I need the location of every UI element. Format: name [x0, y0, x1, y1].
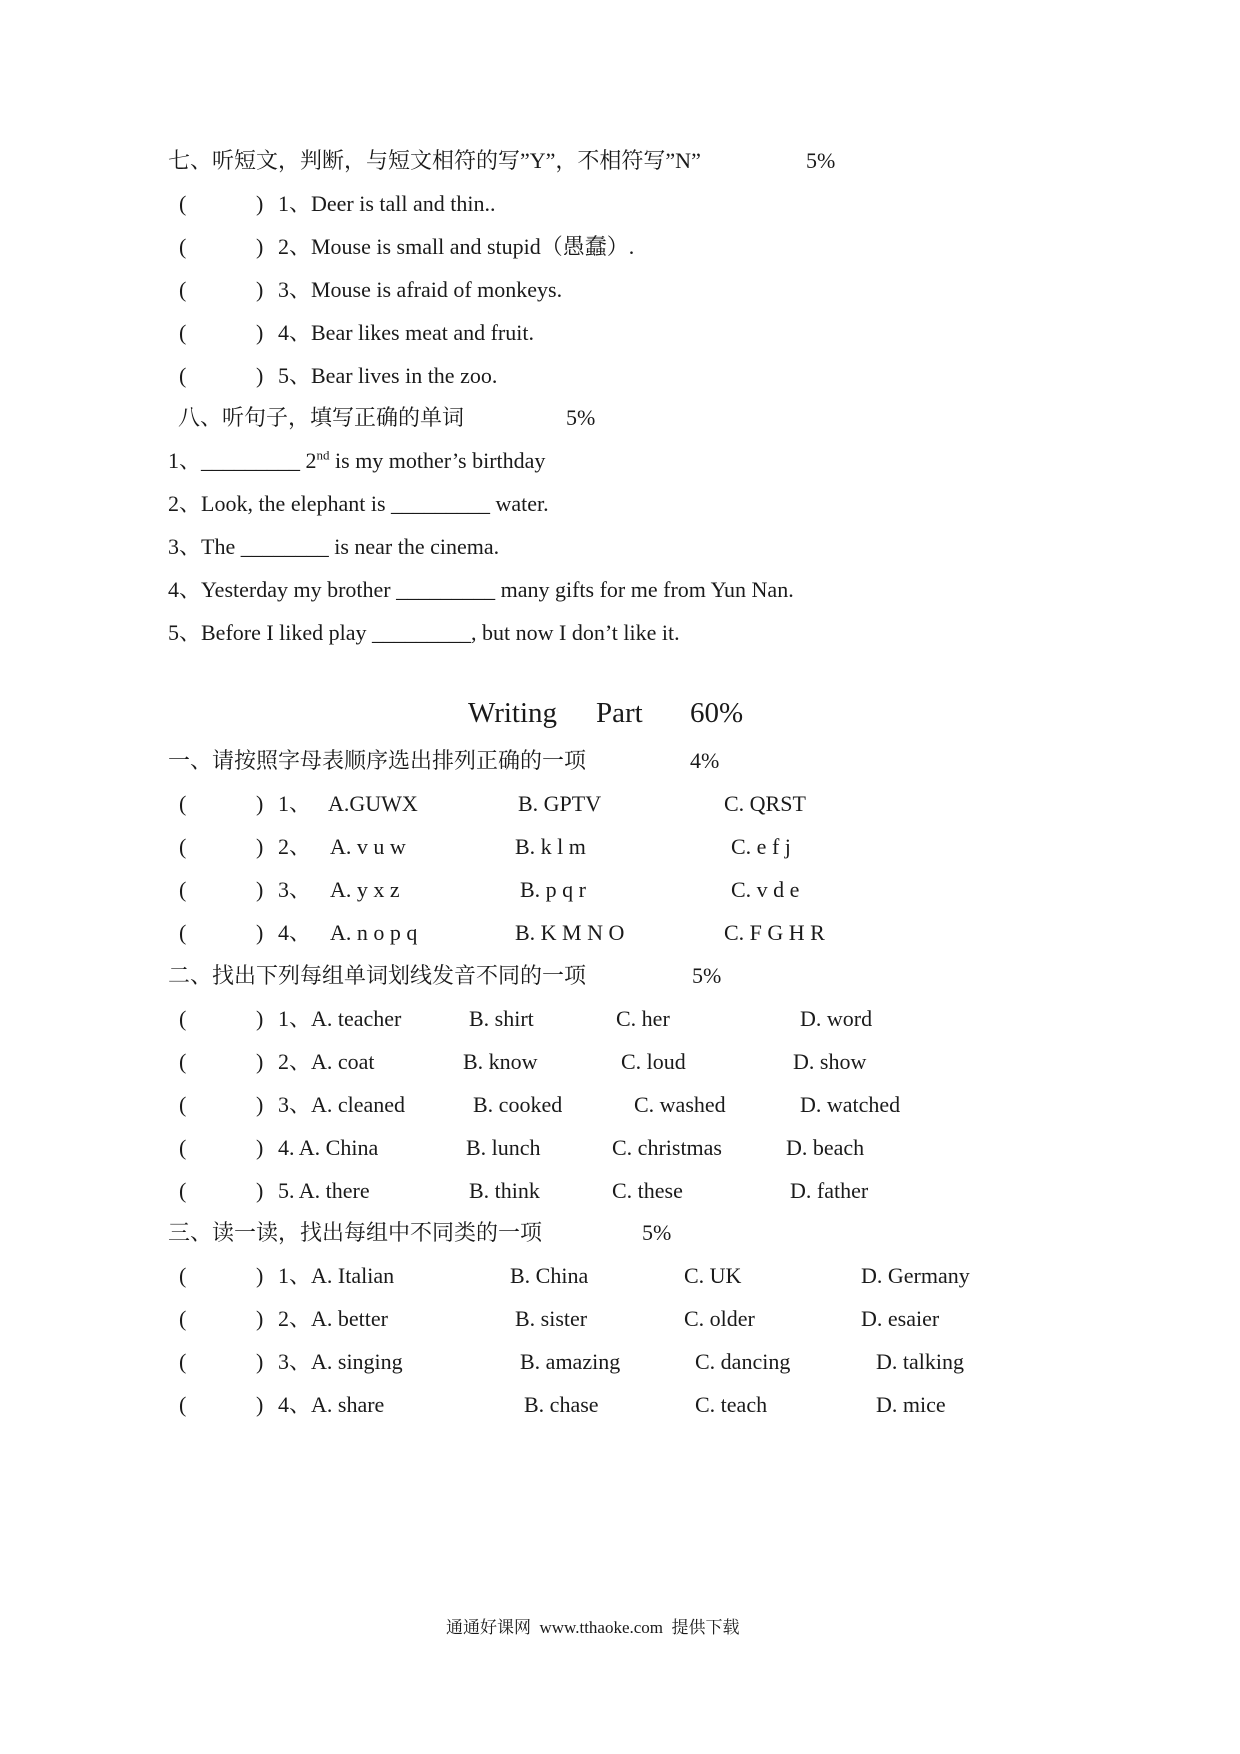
w1-row-1-option-c: C. QRST: [724, 791, 806, 816]
section7-item-2-close-paren: ): [256, 234, 264, 259]
w1-row-3-option-a: A. y x z: [330, 877, 400, 902]
section7-item-3: 3、Mouse is afraid of monkeys.: [278, 277, 563, 302]
w2-row-1-option-a: 1、A. teacher: [278, 1006, 402, 1031]
section7-item-4-close-paren: ): [256, 320, 264, 345]
section8-item-2: 2、Look, the elephant is _________ water.: [168, 491, 549, 516]
w3-row-3-open-paren: (: [179, 1349, 187, 1374]
section8-score: 5%: [566, 405, 596, 430]
w3-row-3-option-a: 3、A. singing: [278, 1349, 403, 1374]
w3-row-2-option-d: D. esaier: [861, 1306, 940, 1331]
w2-row-3-option-b: B. cooked: [473, 1092, 563, 1117]
w1-score: 4%: [690, 748, 720, 773]
w3-heading: 三、读一读，找出每组中不同类的一项: [168, 1220, 543, 1245]
w3-row-2-option-b: B. sister: [515, 1306, 588, 1331]
w1-row-4-number: 4、: [278, 920, 312, 945]
w2-row-4-close-paren: ): [256, 1135, 264, 1160]
section8-item-1: [168, 446, 545, 476]
w2-row-5-close-paren: ): [256, 1178, 264, 1203]
w1-row-2-open-paren: (: [179, 834, 187, 859]
section7-item-4: 4、Bear likes meat and fruit.: [278, 320, 534, 345]
w2-row-3-option-d: D. watched: [800, 1092, 901, 1117]
w2-row-5-option-d: D. father: [790, 1178, 869, 1203]
section7-item-2: 2、Mouse is small and stupid（愚蠢）.: [278, 234, 635, 259]
section7-item-1: 1、Deer is tall and thin..: [278, 191, 496, 216]
w2-row-2-option-a: 2、A. coat: [278, 1049, 375, 1074]
w1-row-3-number: 3、: [278, 877, 312, 902]
w3-row-4-option-c: C. teach: [695, 1392, 768, 1417]
w3-row-2-option-a: 2、A. better: [278, 1306, 388, 1331]
w2-row-2-option-d: D. show: [793, 1049, 867, 1074]
section7-item-5-open-paren: (: [179, 363, 187, 388]
w2-heading: 二、找出下列每组单词划线发音不同的一项: [168, 963, 587, 988]
section8-heading: 八、听句子，填写正确的单词: [178, 405, 465, 430]
w2-row-5-option-b: B. think: [469, 1178, 540, 1203]
writing-title-word1: Writing: [468, 697, 558, 729]
w2-row-1-close-paren: ): [256, 1006, 264, 1031]
w2-row-4-open-paren: (: [179, 1135, 187, 1160]
w3-row-3-option-b: B. amazing: [520, 1349, 621, 1374]
w3-row-2-option-c: C. older: [684, 1306, 755, 1331]
w3-row-3-close-paren: ): [256, 1349, 264, 1374]
footer-text: 通通好课网 www.tthaoke.com 提供下载: [446, 1618, 740, 1637]
w2-row-5-option-c: C. these: [612, 1178, 683, 1203]
w1-row-2-option-c: C. e f j: [731, 834, 791, 859]
w2-row-3-close-paren: ): [256, 1092, 264, 1117]
w2-row-4-option-d: D. beach: [786, 1135, 865, 1160]
section8-item-5: 5、Before I liked play _________, but now I don’t like it.: [168, 620, 680, 645]
w3-row-3-option-d: D. talking: [876, 1349, 964, 1374]
w2-row-1-option-d: D. word: [800, 1006, 873, 1031]
section8-item-3: 3、The ________ is near the cinema.: [168, 534, 500, 559]
w1-row-1-close-paren: ): [256, 791, 264, 816]
w1-row-1-number: 1、: [278, 791, 312, 816]
item1-prefix: 1、_________ 2: [168, 448, 317, 473]
section7-item-2-open-paren: (: [179, 234, 187, 259]
w1-row-2-option-a: A. v u w: [330, 834, 406, 859]
w3-row-4-open-paren: (: [179, 1392, 187, 1417]
w3-score: 5%: [642, 1220, 672, 1245]
w2-row-4-option-a: 4. A. China: [278, 1135, 379, 1160]
w2-row-5-option-a: 5. A. there: [278, 1178, 370, 1203]
w2-row-1-open-paren: (: [179, 1006, 187, 1031]
section7-item-1-close-paren: ): [256, 191, 264, 216]
section7-item-5: 5、Bear lives in the zoo.: [278, 363, 498, 388]
w2-row-4-option-c: C. christmas: [612, 1135, 722, 1160]
w3-row-1-option-b: B. China: [510, 1263, 589, 1288]
w2-score: 5%: [692, 963, 722, 988]
w3-row-4-option-b: B. chase: [524, 1392, 599, 1417]
w3-row-1-option-d: D. Germany: [861, 1263, 970, 1288]
w1-heading: 一、请按照字母表顺序选出排列正确的一项: [168, 748, 587, 773]
w3-row-1-open-paren: (: [179, 1263, 187, 1288]
w2-row-3-option-c: C. washed: [634, 1092, 726, 1117]
w3-row-2-open-paren: (: [179, 1306, 187, 1331]
w1-row-3-close-paren: ): [256, 877, 264, 902]
w1-row-1-open-paren: (: [179, 791, 187, 816]
w2-row-1-option-c: C. her: [616, 1006, 670, 1031]
w3-row-3-option-c: C. dancing: [695, 1349, 791, 1374]
section8-item-4: 4、Yesterday my brother _________ many gifts for me from Yun Nan.: [168, 577, 794, 602]
w2-row-1-option-b: B. shirt: [469, 1006, 534, 1031]
item1-suffix: is my mother’s birthday: [329, 448, 546, 473]
w1-row-3-option-c: C. v d e: [731, 877, 800, 902]
w2-row-2-open-paren: (: [179, 1049, 187, 1074]
section7-item-4-open-paren: (: [179, 320, 187, 345]
w1-row-1-option-a: A.GUWX: [328, 791, 418, 816]
w3-row-1-option-a: 1、A. Italian: [278, 1263, 395, 1288]
w1-row-4-option-a: A. n o p q: [330, 920, 418, 945]
section7-item-5-close-paren: ): [256, 363, 264, 388]
w2-row-2-option-b: B. know: [463, 1049, 538, 1074]
w1-row-1-option-b: B. GPTV: [518, 791, 602, 816]
w2-row-2-close-paren: ): [256, 1049, 264, 1074]
w2-row-2-option-c: C. loud: [621, 1049, 686, 1074]
item1-superscript: nd: [316, 447, 330, 463]
w3-row-1-close-paren: ): [256, 1263, 264, 1288]
w1-row-4-open-paren: (: [179, 920, 187, 945]
w1-row-3-open-paren: (: [179, 877, 187, 902]
writing-title-score: 60%: [690, 697, 744, 729]
w1-row-4-option-b: B. K M N O: [515, 920, 625, 945]
w1-row-4-option-c: C. F G H R: [724, 920, 825, 945]
w1-row-4-close-paren: ): [256, 920, 264, 945]
w2-row-3-option-a: 3、A. cleaned: [278, 1092, 406, 1117]
w2-row-3-open-paren: (: [179, 1092, 187, 1117]
writing-title-word2: Part: [596, 697, 643, 729]
section7-heading: 七、听短文，判断，与短文相符的写”Y”，不相符写”N”: [168, 148, 701, 173]
w1-row-2-option-b: B. k l m: [515, 834, 586, 859]
w2-row-4-option-b: B. lunch: [466, 1135, 541, 1160]
w2-row-5-open-paren: (: [179, 1178, 187, 1203]
section7-item-1-open-paren: (: [179, 191, 187, 216]
section7-item-3-close-paren: ): [256, 277, 264, 302]
w1-row-2-close-paren: ): [256, 834, 264, 859]
w3-row-4-option-d: D. mice: [876, 1392, 946, 1417]
w3-row-4-option-a: 4、A. share: [278, 1392, 385, 1417]
w1-row-2-number: 2、: [278, 834, 312, 859]
section7-score: 5%: [806, 148, 836, 173]
section7-item-3-open-paren: (: [179, 277, 187, 302]
w1-row-3-option-b: B. p q r: [520, 877, 586, 902]
w3-row-4-close-paren: ): [256, 1392, 264, 1417]
w3-row-1-option-c: C. UK: [684, 1263, 742, 1288]
w3-row-2-close-paren: ): [256, 1306, 264, 1331]
